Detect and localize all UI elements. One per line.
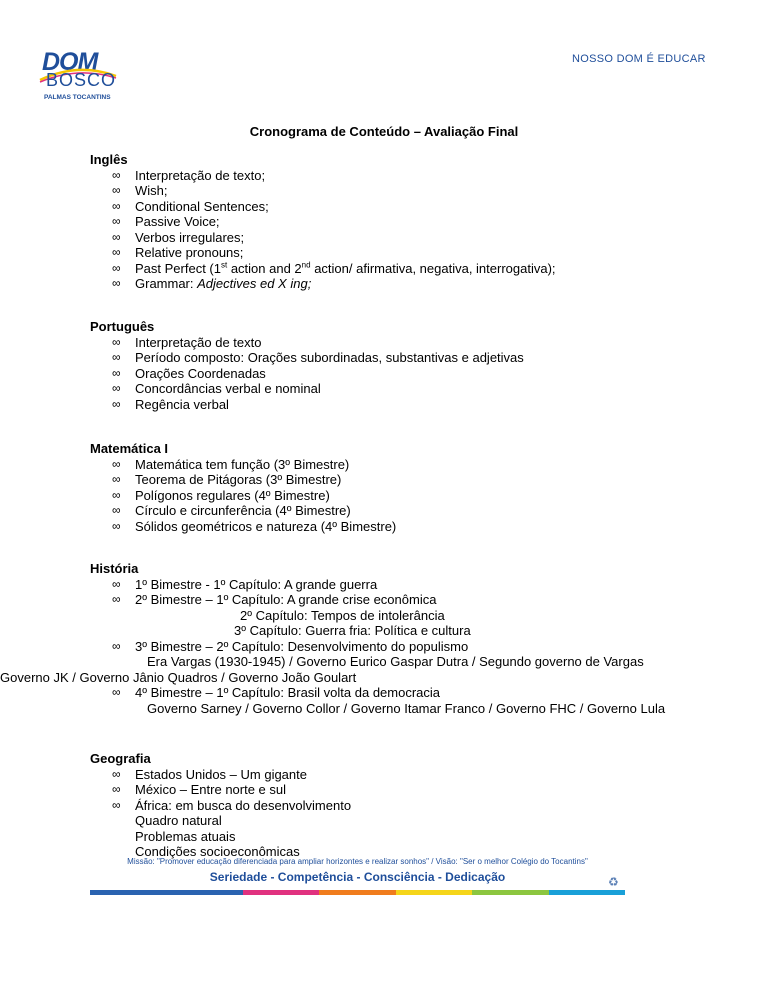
list-item: ∞ Wish; [112, 183, 168, 198]
section-heading: História [90, 561, 139, 576]
section-portugues [90, 319, 524, 412]
document-title: Cronograma de Conteúdo – Avaliação Final [249, 124, 519, 139]
infinity-bullet-icon: ∞ [112, 350, 121, 364]
stripe-segment [396, 890, 472, 895]
list-item: ∞ Interpretação de texto [112, 334, 262, 350]
infinity-bullet-icon: ∞ [112, 503, 121, 517]
infinity-bullet-icon: ∞ [112, 766, 121, 781]
section-heading: Matemática I [90, 441, 169, 456]
page-header [0, 0, 768, 115]
section-ingles [90, 152, 556, 292]
list-item: ∞ Círculo e circunferência (4º Bimestre) [112, 503, 351, 518]
list-item: ∞ Past Perfect (1st action and 2nd action/ afirmativa, negativa, interrogativa); [112, 260, 556, 276]
stripe-segment [549, 890, 625, 895]
list-item: ∞ Conditional Sentences; [112, 198, 269, 214]
section-heading: Geografia [90, 751, 151, 766]
list-item: ∞ Verbos irregulares; [112, 229, 245, 245]
infinity-bullet-icon: ∞ [112, 229, 121, 244]
topic-list [90, 685, 665, 701]
page-footer [90, 855, 625, 900]
continuation-line: Governo Sarney / Governo Collor / Governo Itamar Franco / Governo FHC / Governo Lula [147, 700, 666, 716]
stripe-segment [90, 890, 166, 895]
list-item: ∞ 4º Bimestre – 1º Capítulo: Brasil volta da democracia [112, 685, 441, 700]
list-item: ∞ México – Entre norte e sul [112, 782, 287, 797]
logo-text-dom: DOM [42, 48, 98, 76]
continuation-line: Quadro natural [135, 813, 222, 828]
mission-statement: Missão: "Promover educação diferenciada para ampliar horizontes e realizar sonhos" / Visão: "Ser o melhor Colégio do Tocantins" [127, 857, 588, 866]
infinity-bullet-icon: ∞ [112, 472, 121, 486]
infinity-bullet-icon: ∞ [112, 487, 121, 502]
section-heading: Inglês [90, 152, 128, 167]
infinity-bullet-icon: ∞ [112, 381, 121, 395]
stripe-segment [319, 890, 395, 895]
topic-list [90, 767, 351, 814]
recycle-icon: ♻ [608, 875, 619, 889]
continuation-line: Era Vargas (1930-1945) / Governo Eurico Gaspar Dutra / Segundo governo de Vargas [147, 654, 644, 669]
list-item: ∞ Regência verbal [112, 396, 229, 412]
continuation-line: Condições socioeconômicas [135, 844, 300, 859]
list-item: ∞ Interpretação de texto; [112, 167, 266, 183]
continuation-line: Problemas atuais [135, 828, 236, 844]
list-item: ∞ Passive Voice; [112, 214, 220, 229]
school-motto: NOSSO DOM É EDUCAR [572, 53, 706, 65]
infinity-bullet-icon: ∞ [112, 276, 121, 290]
infinity-bullet-icon: ∞ [112, 518, 121, 533]
list-item: ∞ Estados Unidos – Um gigante [112, 766, 307, 782]
infinity-bullet-icon: ∞ [112, 456, 121, 471]
school-logo [38, 48, 128, 106]
list-item: ∞ Matemática tem função (3º Bimestre) [112, 456, 350, 472]
section-matematica [90, 441, 396, 534]
infinity-bullet-icon: ∞ [112, 260, 121, 275]
infinity-bullet-icon: ∞ [112, 797, 121, 812]
logo-text-bosco: BOSCO [46, 70, 117, 90]
infinity-bullet-icon: ∞ [112, 365, 121, 380]
list-item: ∞ 3º Bimestre – 2º Capítulo: Desenvolvimento do populismo [112, 638, 469, 654]
topic-list [90, 335, 524, 413]
continuation-line: Governo JK / Governo Jânio Quadros / Governo João Goulart [0, 669, 357, 685]
list-item: ∞ Polígonos regulares (4º Bimestre) [112, 487, 330, 503]
color-stripe [90, 890, 625, 895]
topic-list [90, 577, 665, 608]
list-item: ∞ Relative pronouns; [112, 245, 244, 260]
continuation-line: 2º Capítulo: Tempos de intolerância [240, 607, 445, 623]
stripe-segment [166, 890, 242, 895]
infinity-bullet-icon: ∞ [112, 592, 121, 606]
infinity-bullet-icon: ∞ [112, 334, 121, 349]
list-item: ∞ Grammar: Adjectives ed X ing; [112, 276, 312, 291]
stripe-segment [472, 890, 548, 895]
list-item: ∞ Orações Coordenadas [112, 365, 266, 381]
list-item: ∞ Concordâncias verbal e nominal [112, 381, 321, 396]
topic-list [90, 457, 396, 535]
list-item: ∞ Período composto: Orações subordinadas, substantivas e adjetivas [112, 350, 524, 365]
infinity-bullet-icon: ∞ [112, 576, 121, 591]
topic-list [90, 639, 665, 655]
list-item: ∞ Teorema de Pitágoras (3º Bimestre) [112, 472, 342, 487]
infinity-bullet-icon: ∞ [112, 245, 121, 259]
logo-city: PALMAS TOCANTINS [44, 94, 111, 101]
list-item: ∞ África: em busca do desenvolvimento [112, 797, 352, 813]
values-line: Seriedade - Competência - Consciência - Dedicação [209, 870, 506, 884]
stripe-segment [243, 890, 319, 895]
infinity-bullet-icon: ∞ [112, 198, 121, 213]
section-historia [0, 561, 666, 716]
infinity-bullet-icon: ∞ [112, 214, 121, 228]
list-item: ∞ Sólidos geométricos e natureza (4º Bimestre) [112, 518, 397, 534]
infinity-bullet-icon: ∞ [112, 638, 121, 653]
list-item: ∞ 2º Bimestre – 1º Capítulo: A grande crise econômica [112, 592, 437, 607]
infinity-bullet-icon: ∞ [112, 183, 121, 197]
topic-list [90, 168, 556, 292]
infinity-bullet-icon: ∞ [112, 167, 121, 182]
section-geografia [90, 751, 351, 860]
infinity-bullet-icon: ∞ [112, 396, 121, 411]
infinity-bullet-icon: ∞ [112, 782, 121, 796]
continuation-line: 3º Capítulo: Guerra fria: Política e cultura [234, 623, 471, 638]
list-item: ∞ 1º Bimestre - 1º Capítulo: A grande guerra [112, 576, 378, 592]
infinity-bullet-icon: ∞ [112, 685, 121, 699]
section-heading: Português [90, 319, 155, 334]
